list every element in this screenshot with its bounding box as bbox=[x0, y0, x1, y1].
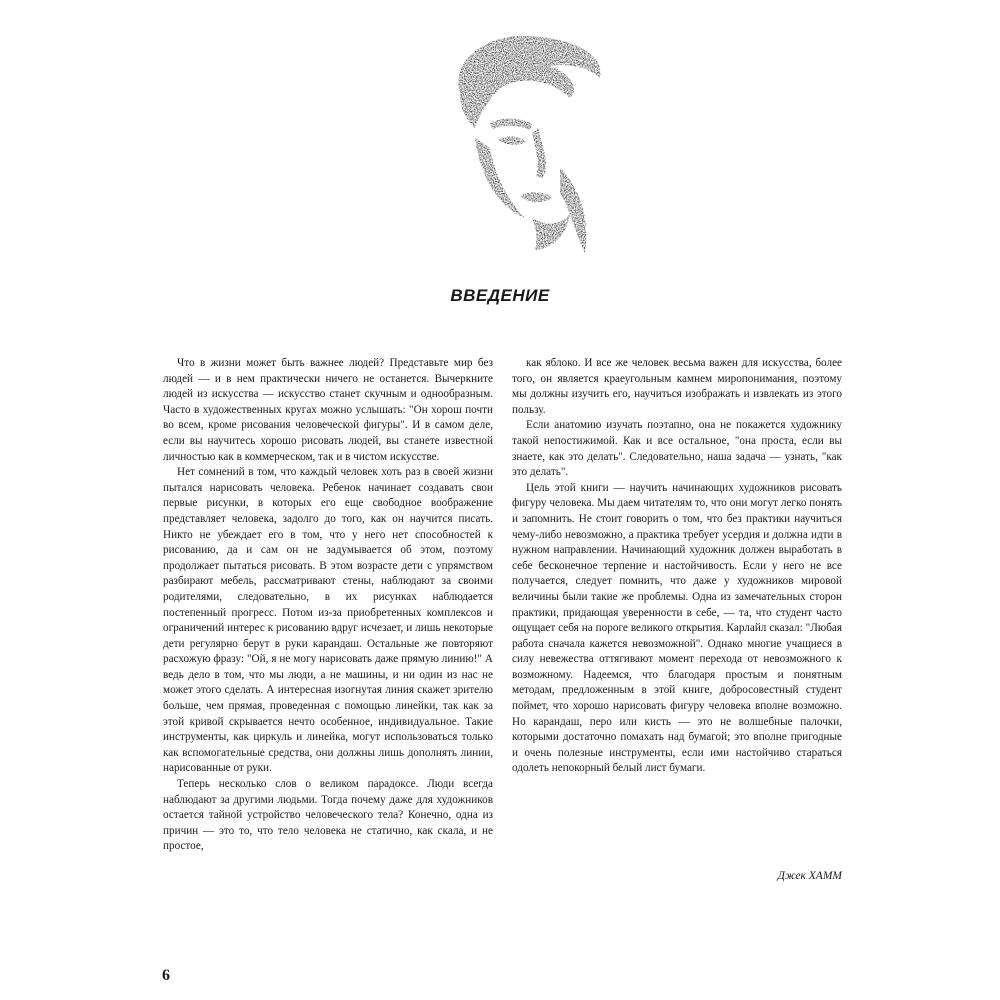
cheek-shade bbox=[475, 138, 525, 218]
author-signature: Джек ХАММ bbox=[777, 870, 842, 882]
brow-shape bbox=[490, 119, 532, 130]
portrait-illustration bbox=[420, 18, 620, 268]
paragraph: Что в жизни может быть важнее людей? Представьте мир без людей — и в нем практически ничего не останется. Вычеркните людей из искусства — искусство станет скучным и однообразным. Часто в художественных кругах можно услышать: "Он хорош почти во всем, кроме рисования человеческой фигуры". И в самом деле, если вы научитесь хорошо рисовать людей, вы станете известной личностью как в коммерческом, так и в чистом искусстве. bbox=[163, 357, 493, 463]
hair-shape bbox=[458, 36, 600, 128]
paragraph: как яблоко. И все же человек весьма важен для искусства, более того, он является краеугольным камнем миропонимания, поэтому мы должны изучить его, научиться изображать и извлекать из этого пользу. bbox=[512, 357, 842, 416]
chin-shade bbox=[532, 213, 570, 250]
mouth-shape bbox=[520, 192, 552, 202]
paragraph: Цель этой книги — научить начинающих художников рисовать фигуру человека. Мы даем читателям то, что они могут легко понять и запомнить. Не стоит говорить о том, что без практики научиться чему-либо невозможно, а практика требует усердия и должна идти в нужном направлении. Начинающий художник должен выработать в себе бесконечное терпение и настойчивость. Если у него не все получается, следует помнить, что даже у художников мировой величины были такие же проблемы. Одна из замечательных сторон практики, придающая уверенности в себе, — та, что студент часто ощущает себя на пороге великого открытия. Карлайл сказал: "Любая работа сначала кажется невозможной". Однако многие учащиеся в силу невежества оттягивают момент перехода от невозможного к возможному. Надеемся, что благодаря простым и понятным методам, предложенным в этой книге, добросовестный студент поймет, что хорошо нарисовать фигуру человека вполне возможно. Но карандаш, перо или кисть — это не волшебные палочки, которыми достаточно помахать над бумагой; это вполне пригодные и очень полезные инструменты, если ими настойчиво стараться одолеть непокорный белый лист бумаги. bbox=[512, 481, 842, 775]
neck-shade bbox=[560, 168, 586, 253]
paragraph: Теперь несколько слов о великом парадоксе. Люди всегда наблюдают за другими людьми. Тогда почему даже для художников остается тайной устройство человеческого тела? Конечно, одна из причин — это то, что тело человека не статично, как скала, и не простое, bbox=[163, 778, 493, 853]
page-number: 6 bbox=[162, 967, 170, 984]
paragraph: Если анатомию изучать поэтапно, она не покажется художнику такой непостижимой. Как и все остальное, "она проста, если вы знаете, как это делать". Следовательно, наша задача — узнать, "как это делать". bbox=[512, 419, 842, 479]
paragraph: Нет сомнений в том, что каждый человек хоть раз в своей жизни пытался нарисовать человека. Ребенок начинает создавать свои первые рисунки, в которых его еще свободное воображение представляет человека, задолго до того, как он научится писать. Никто не убеждает его в том, что у него нет способностей к рисованию, да и сам он не задумывается об этом, поэтому продолжает пытаться рисовать. В этом возрасте дети с упрямством разбирают мебель, рассматривают стены, наблюдают за своими родителями, следовательно, в их рисунках наблюдается постепенный прогресс. Потом из-за приобретенных комплексов и ограничений интерес к рисованию вдруг исчезает, и лишь некоторые дети регулярно берут в руки карандаш. Остальные же повторяют расхожую фразу: "Ой, я не могу нарисовать даже прямую линию!" А ведь дело в том, что мы люди, а не машины, и ни один из нас не может этого сделать. А интересная изогнутая линия скажет зрителю больше, чем прямая, проведенная с помощью линейки, так как за этой кривой скрывается нечто особенное, индивидуальное. Такие инструменты, как циркуль и линейка, могут использоваться только как вспомогательные средства, они должны лишь дополнять линии, нарисованные от руки. bbox=[163, 466, 493, 775]
nose-shape bbox=[532, 128, 546, 178]
chapter-title: ВВЕДЕНИЕ bbox=[450, 286, 550, 305]
right-text-column bbox=[512, 356, 842, 777]
eye-shape bbox=[498, 136, 526, 144]
left-text-column bbox=[163, 356, 493, 855]
